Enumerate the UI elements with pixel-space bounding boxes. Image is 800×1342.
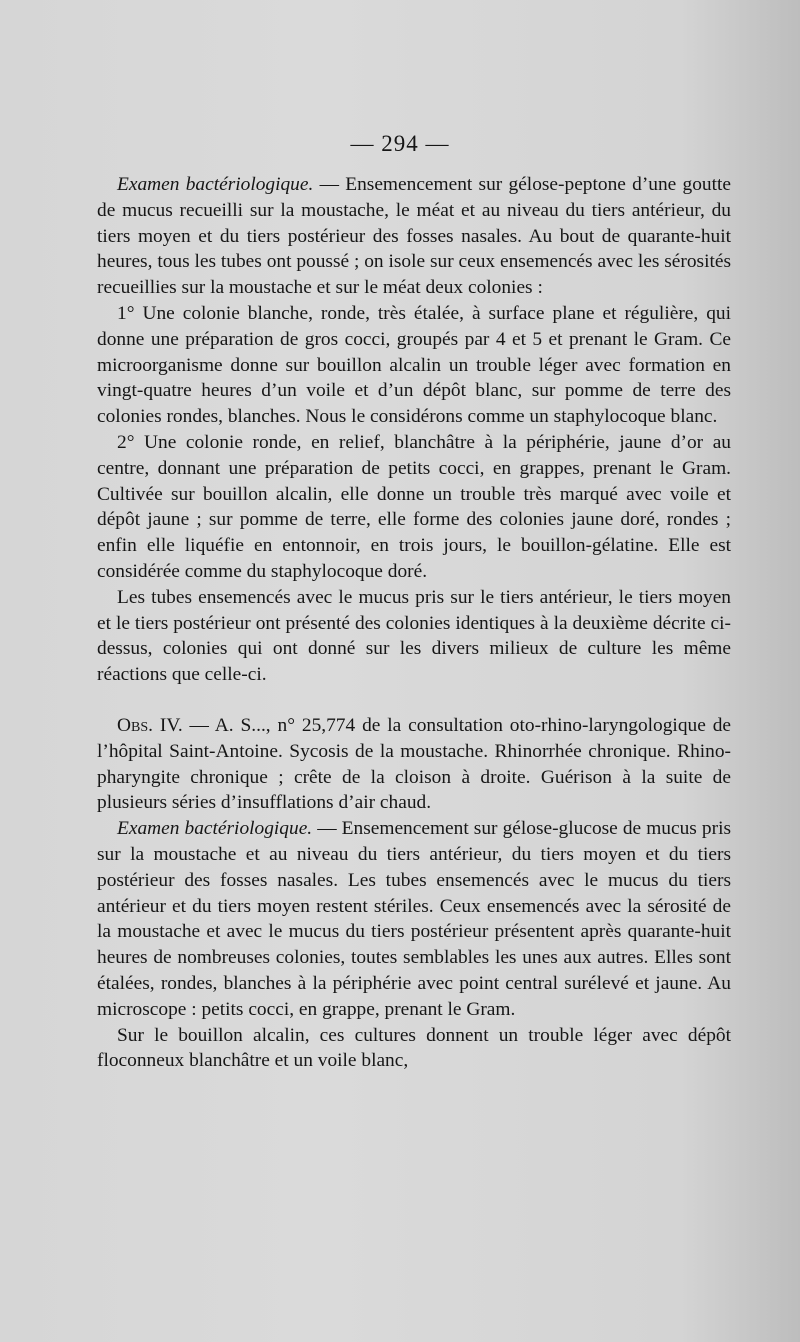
paragraph-text: — Ensemencement sur gélose-peptone d’une goutte de mucus recueilli sur la moustache, le méat et au niveau du tiers antérieur, du tiers moyen et du tiers postérieur des fosses nasales. Au bout de quarante-huit heures, tous les tubes ont poussé ; on isole sur ceux ensemencés avec les sérosités recueillies sur la moustache et sur le méat deux colonies :	[97, 174, 731, 299]
paragraph-text: — Ensemencement sur gélose-glucose de mucus pris sur la moustache et au niveau du tiers antérieur, du tiers moyen et du tiers postérieur des fosses nasales. Les tubes ensemencés avec le mucus du tiers antérieur et du tiers moyen restent stériles. Ceux ensemencés avec la sérosité de la moustache et avec le mucus du tiers postérieur présentent après quarante-huit heures de nombreuses colonies, toutes semblables les unes aux autres. Elles sont étalées, rondes, blanches à la périphérie avec point central surélevé et jaune. Au microscope : petits cocci, en grappe, prenant le Gram.	[97, 818, 731, 1020]
paragraph-colony-1	[97, 301, 731, 430]
paragraph-text: Les tubes ensemencés avec le mucus pris sur le tiers antérieur, le tiers moyen et le tiers postérieur ont présenté des colonies identiques à la deuxième décrite ci-dessus, colonies qui ont donné sur les divers milieux de culture les même réactions que celle-ci.	[97, 586, 731, 686]
body-text	[97, 172, 731, 1074]
paragraph-bouillon	[97, 1023, 731, 1075]
paragraph-text: Sur le bouillon alcalin, ces cultures donnent un trouble léger avec dépôt floconneux blanchâtre et un voile blanc,	[97, 1024, 731, 1072]
paragraph-observation-4	[97, 713, 731, 816]
paragraph-examen-2	[97, 816, 731, 1022]
paragraph-text: — A. S..., n° 25,774 de la consultation oto-rhino-laryngologique de l’hôpital Saint-Antoine. Sycosis de la moustache. Rhinorrhée chronique. Rhino-pharyngite chronique ; crête de la cloison à droite. Guérison à la suite de plusieurs séries d’insufflations d’air chaud.	[97, 714, 731, 814]
section-lead: Examen bactériologique.	[117, 174, 314, 195]
paragraph-text: 1° Une colonie blanche, ronde, très étalée, à surface plane et régulière, qui donne une préparation de gros cocci, groupés par 4 et 5 et prenant le Gram. Ce microorganisme donne sur bouillon alcalin un trouble léger avec formation en vingt-quatre heures d’un voile et d’un dépôt blanc, sur pomme de terre des colonies rondes, blanches. Nous le considérons comme un staphylocoque blanc.	[97, 302, 731, 428]
paragraph-text: 2° Une colonie ronde, en relief, blanchâtre à la périphérie, jaune d’or au centre, donnant une préparation de petits cocci, en grappes, prenant le Gram. Cultivée sur bouillon alcalin, elle donne un trouble très marqué avec voile et dépôt jaune ; sur pomme de terre, elle forme des colonies jaune doré, rondes ; enfin elle liquéfie en entonnoir, en trois jours, le bouillon-gélatine. Elle est considérée comme du staphylocoque doré.	[97, 431, 731, 582]
paragraph-tubes	[97, 585, 731, 688]
section-lead: Examen bactériologique.	[117, 818, 313, 840]
paragraph-examen-1	[97, 172, 731, 301]
page-number: — 294 —	[350, 131, 450, 156]
observation-label: Obs. IV.	[117, 714, 183, 736]
paragraph-colony-2	[97, 430, 731, 585]
